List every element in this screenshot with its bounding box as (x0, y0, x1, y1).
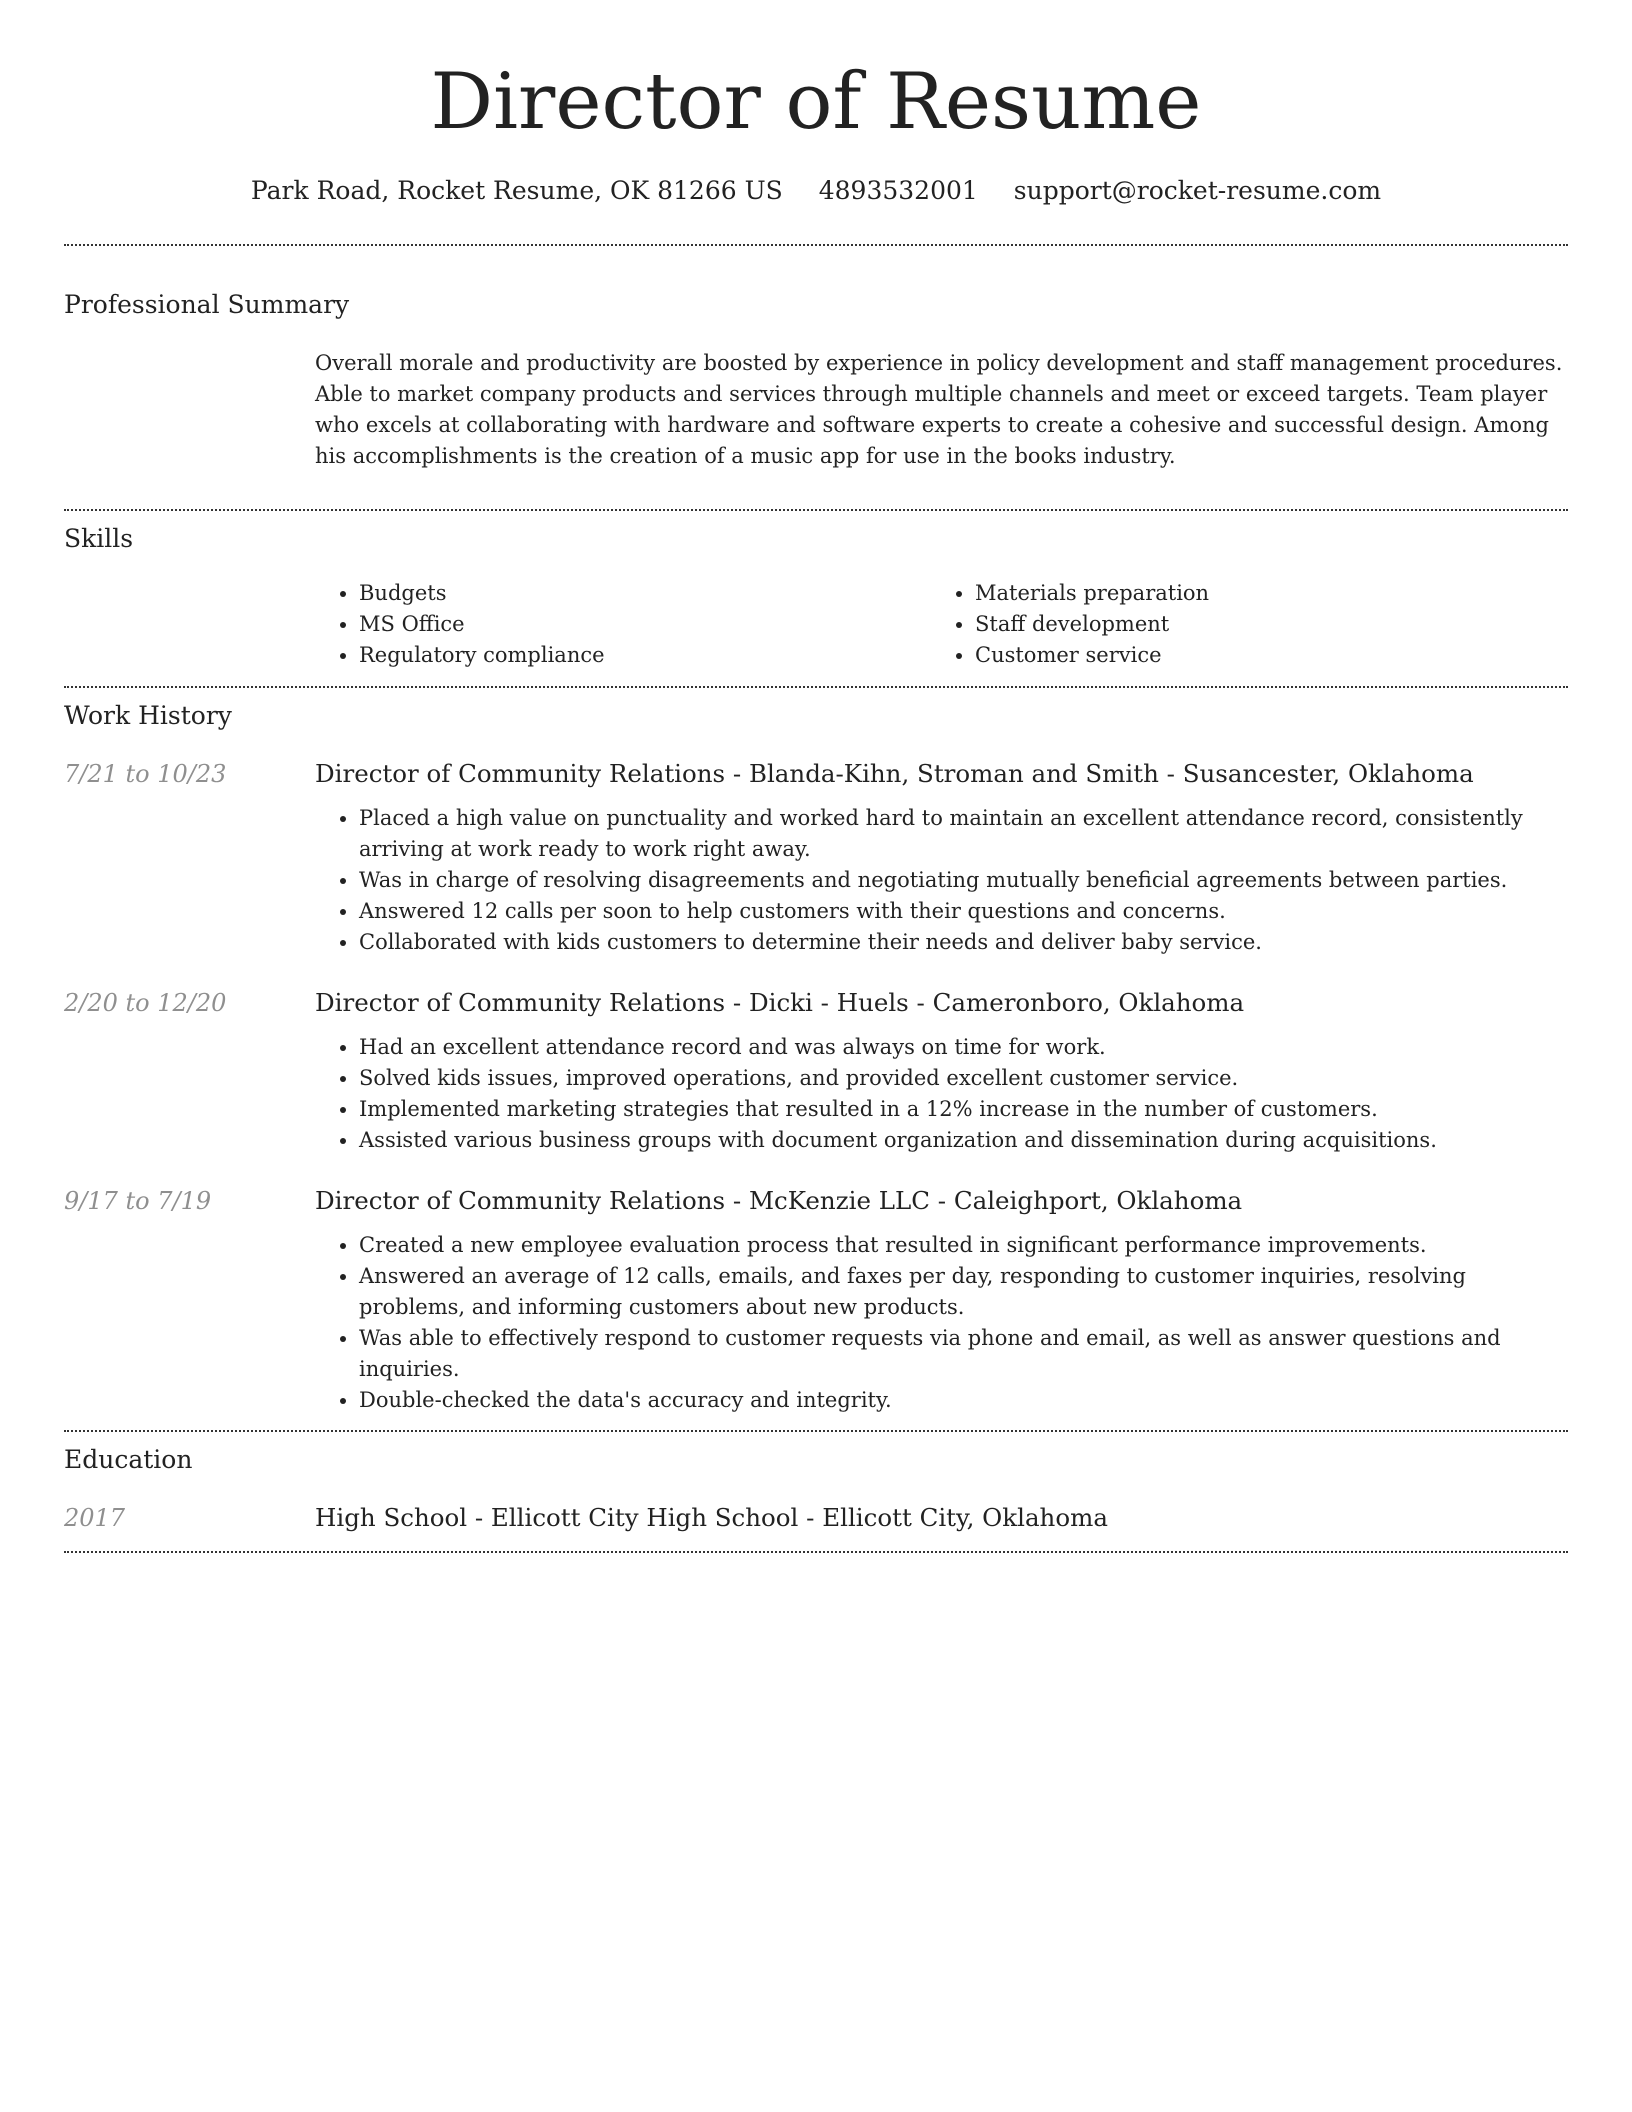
education-year: 2017 (64, 1504, 126, 1532)
skill-item: • Customer service (975, 640, 1568, 671)
job-bullet: • Assisted various business groups with document organization and dissemination during acquisitions. (359, 1125, 1568, 1156)
summary-text: Overall morale and productivity are boosted by experience in policy development and staff management procedures. Able to market company products and services through multiple channels and meet or exceed targets. Team player who excels at collaborating with hardware and software experts to create a cohesive and successful design. Among his accomplishments is the creation of a music app for use in the books industry. (315, 351, 1563, 468)
job-heading: Director of Community Relations - Dicki - Huels - Cameronboro, Oklahoma (315, 988, 1245, 1017)
education-divider (64, 1551, 1568, 1553)
job-bullets (315, 803, 1568, 958)
skill-item: • Materials preparation (975, 578, 1568, 609)
job-body (315, 757, 1568, 958)
skill-item: • MS Office (359, 609, 931, 640)
contact-address: Park Road, Rocket Resume, OK 81266 US (250, 176, 783, 205)
contact-phone: 4893532001 (818, 176, 978, 205)
job-dates: 9/17 to 7/19 (64, 1187, 212, 1215)
work-spacer (64, 1416, 1568, 1430)
job-bullet: • Answered an average of 12 calls, emails, and faxes per day, responding to customer inquiries, resolving problems, and informing customers about new products. (359, 1261, 1568, 1323)
skill-item: • Regulatory compliance (359, 640, 931, 671)
education-entry (64, 1501, 1568, 1551)
education-section (64, 1432, 1568, 1551)
summary-title: Professional Summary (64, 290, 350, 319)
job-heading: Director of Community Relations - McKenzie LLC - Caleighport, Oklahoma (315, 1186, 1243, 1215)
resume-name: Director of Resume (430, 57, 1202, 147)
summary-section (64, 246, 1568, 488)
skills-list-right (931, 578, 1568, 671)
job-bullet: • Created a new employee evaluation process that resulted in significant performance improvements. (359, 1230, 1568, 1261)
education-heading: High School - Ellicott City High School - Ellicott City, Oklahoma (315, 1503, 1108, 1532)
contact-line (64, 174, 1568, 208)
job-bullet: • Was in charge of resolving disagreements and negotiating mutually beneficial agreements between parties. (359, 865, 1568, 896)
skill-item: • Staff development (975, 609, 1568, 640)
job-bullet: • Had an excellent attendance record and was always on time for work. (359, 1032, 1568, 1063)
work-title: Work History (64, 701, 232, 730)
work-section (64, 688, 1568, 1430)
skills-section (64, 511, 1568, 686)
job-dates: 7/21 to 10/23 (64, 760, 227, 788)
skills-list-left (315, 578, 931, 671)
skills-grid (315, 578, 1568, 686)
education-title: Education (64, 1445, 193, 1474)
job-bullets (315, 1230, 1568, 1416)
job-bullet: • Placed a high value on punctuality and worked hard to maintain an excellent attendance record, consistently arriving at work ready to work right away. (359, 803, 1568, 865)
job-bullet: • Answered 12 calls per soon to help customers with their questions and concerns. (359, 896, 1568, 927)
job-bullet: • Implemented marketing strategies that resulted in a 12% increase in the number of customers. (359, 1094, 1568, 1125)
job-bullet: • Double-checked the data's accuracy and integrity. (359, 1385, 1568, 1416)
job-body (315, 1184, 1568, 1416)
job-bullets (315, 1032, 1568, 1156)
job-bullet: • Was able to effectively respond to customer requests via phone and email, as well as answer questions and inquiries. (359, 1323, 1568, 1385)
job-dates: 2/20 to 12/20 (64, 989, 227, 1017)
job-body (315, 986, 1568, 1156)
job-entry (64, 757, 1568, 958)
skill-item: • Budgets (359, 578, 931, 609)
job-bullet: • Solved kids issues, improved operations, and provided excellent customer service. (359, 1063, 1568, 1094)
skills-title: Skills (64, 524, 134, 553)
job-bullet: • Collaborated with kids customers to determine their needs and deliver baby service. (359, 927, 1568, 958)
job-heading: Director of Community Relations - Blanda-Kihn, Stroman and Smith - Susancester, Oklahoma (315, 759, 1474, 788)
contact-email: support@rocket-resume.com (1013, 176, 1382, 205)
job-entry (64, 986, 1568, 1156)
job-entry (64, 1184, 1568, 1416)
